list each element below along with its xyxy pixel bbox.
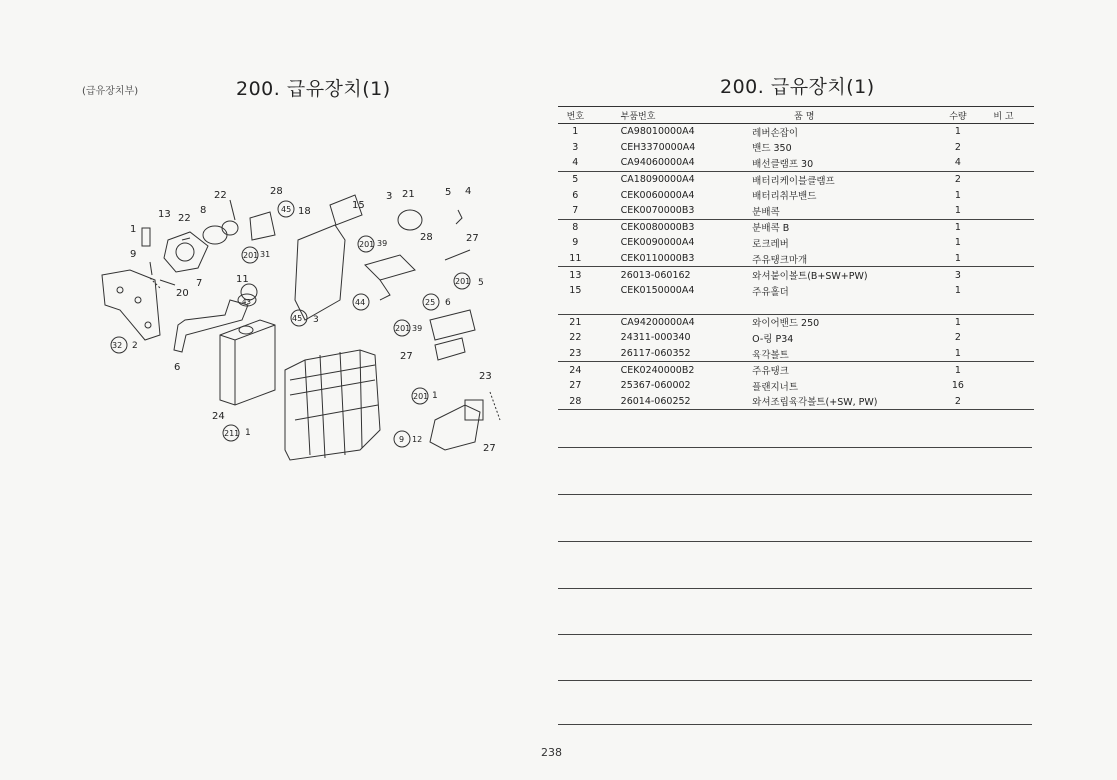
cell-remarks: [973, 378, 1034, 394]
cell-remarks: [973, 155, 1034, 171]
left-page-title: 200. 급유장치(1): [236, 78, 391, 100]
right-page-title: 200. 급유장치(1): [720, 76, 875, 98]
cell-remarks: [973, 124, 1034, 140]
cell-remarks: [973, 187, 1034, 203]
diagram-label: 201: [413, 392, 429, 401]
cell-number: 6: [572, 189, 579, 201]
table-row: [558, 267, 1034, 283]
diagram-label: 39: [377, 239, 388, 248]
diagram-label: 22: [214, 190, 227, 201]
cell-remarks: [973, 283, 1034, 299]
cell-part-name: 육각볼트: [752, 349, 789, 361]
diagram-label: 32: [112, 341, 123, 350]
table-row: [558, 219, 1034, 235]
diagram-label: 12: [412, 435, 423, 444]
table-row: [558, 362, 1034, 378]
cell-part-name: 배터리취부밴드: [752, 191, 817, 203]
cell-part-name: 주유탱크: [752, 362, 943, 378]
cell-part-name: 플랜지너트: [752, 381, 799, 393]
table-header-row: [558, 107, 1034, 124]
col-header-part-name: 품 명: [752, 107, 943, 124]
diagram-label: 45: [281, 205, 292, 214]
cell-quantity: 1: [943, 219, 973, 235]
table-row: [558, 346, 1034, 362]
section-tag: (급유장치부): [82, 86, 139, 97]
cell-part-name: 주유탱크마개: [752, 254, 808, 266]
diagram-label: 13: [158, 209, 171, 220]
pipe-part: [142, 228, 150, 246]
cell-quantity: 2: [943, 171, 973, 187]
table-row: [558, 394, 1034, 410]
diagram-label: 20: [176, 288, 189, 299]
cell-part-number: CA18090000A4: [593, 171, 752, 187]
cell-quantity: 1: [954, 253, 961, 265]
cell-quantity: 1: [954, 126, 961, 138]
cell-remarks: [973, 171, 1034, 187]
cell-number: 1: [572, 126, 579, 138]
table-row: [558, 203, 1034, 219]
cell-quantity: 3: [943, 267, 973, 283]
cell-part-number: 25367-060002: [620, 380, 691, 392]
table-row: [558, 235, 1034, 251]
cell-part-number: CEK0240000B2: [593, 362, 752, 378]
cell-number: 11: [569, 253, 582, 265]
cell-part-number: 26014-060252: [593, 394, 752, 410]
table-row: [558, 251, 1034, 267]
table-row: [558, 124, 1034, 140]
cell-quantity: 1: [943, 362, 973, 378]
table-row: [558, 299, 1034, 315]
diagram-label: 201: [359, 240, 375, 249]
cell-quantity: [943, 299, 973, 315]
diagram-label: 11: [236, 274, 249, 285]
fuel-tank-shape: [220, 320, 275, 405]
cell-remarks: [973, 346, 1034, 362]
cell-number: 28: [558, 394, 593, 410]
diagram-label: 1: [432, 391, 438, 401]
diagram-label: 22: [178, 213, 191, 224]
cell-number: 7: [572, 205, 579, 217]
cell-number: 27: [569, 380, 582, 392]
cell-quantity: 1: [954, 285, 961, 297]
cell-part-name: 와셔조립육각볼트(+SW, PW): [752, 394, 943, 410]
diagram-label: 43: [242, 298, 251, 306]
cell-part-name: 배터리케이블클램프: [752, 171, 943, 187]
diagram-label: 201: [455, 277, 471, 286]
cell-remarks: [973, 235, 1034, 251]
cell-number: 5: [558, 171, 593, 187]
cell-number: 3: [572, 141, 579, 153]
cell-number: 8: [558, 219, 593, 235]
table-row: [558, 330, 1034, 346]
cell-part-name: 레버손잡이: [752, 127, 799, 139]
cell-number: 23: [569, 348, 582, 360]
cell-part-number: CEK0090000A4: [620, 237, 695, 249]
cell-part-number: CA94200000A4: [593, 314, 752, 330]
cell-part-name: [752, 299, 943, 315]
cell-quantity: 1: [954, 205, 961, 217]
diagram-label: 39: [412, 324, 423, 333]
cell-part-number: CEK0110000B3: [620, 253, 695, 265]
diagram-label: 4: [465, 186, 472, 197]
table-row: [558, 283, 1034, 299]
diagram-label: 9: [130, 249, 137, 260]
table-row: [558, 171, 1034, 187]
cell-part-name: 밴드 350: [752, 143, 792, 155]
blank-rule-line: [558, 494, 1032, 495]
diagram-label: 8: [200, 205, 207, 216]
cell-number: 24: [558, 362, 593, 378]
diagram-label: 27: [466, 233, 479, 244]
cell-remarks: [973, 299, 1034, 315]
diagram-label: 5: [478, 278, 484, 288]
cell-quantity: 4: [954, 157, 961, 169]
diagram-label: 201: [243, 251, 259, 260]
cell-remarks: [973, 203, 1034, 219]
diagram-label: 45: [292, 314, 303, 323]
diagram-label: 2: [132, 341, 138, 351]
cell-quantity: 2: [954, 332, 961, 344]
diagram-label: 25: [425, 298, 436, 307]
diagram-label: 3: [386, 191, 393, 202]
cell-part-number: [593, 299, 752, 315]
blank-rule-line: [558, 447, 1032, 448]
cell-part-name: 분배콕 B: [752, 219, 943, 235]
table-row: [558, 155, 1034, 171]
cell-remarks: [973, 394, 1034, 410]
parts-table-body: [558, 124, 1034, 410]
cell-remarks: [973, 251, 1034, 267]
diagram-label: 28: [270, 186, 283, 197]
band-part: [174, 300, 248, 352]
blank-rule-line: [558, 680, 1032, 681]
cell-number: 15: [569, 285, 582, 297]
cell-part-name: 주유홀더: [752, 286, 789, 298]
cell-number: [558, 299, 593, 315]
cell-quantity: 1: [954, 237, 961, 249]
diagram-label: 3: [313, 315, 319, 325]
cell-part-number: CEH3370000A4: [620, 141, 696, 153]
cock-assembly: [164, 232, 208, 272]
diagram-label: 27: [400, 351, 413, 362]
cell-number: 13: [558, 267, 593, 283]
diagram-label: 6: [445, 298, 451, 308]
exploded-parts-diagram: [90, 180, 520, 465]
cell-part-number: 24311-000340: [620, 332, 691, 344]
diagram-label: 1: [245, 428, 251, 438]
cell-part-name: 로크레버: [752, 238, 789, 250]
blank-rule-line: [558, 634, 1032, 635]
cell-part-number: CA98010000A4: [620, 126, 695, 138]
page-number: 238: [541, 746, 562, 759]
diagram-label: 23: [479, 371, 492, 382]
cell-part-name: 와셔붙이볼트(B+SW+PW): [752, 267, 943, 283]
col-header-remarks: 비 고: [973, 107, 1034, 124]
cell-quantity: 16: [951, 380, 964, 392]
table-row: [558, 187, 1034, 203]
col-header-part-number: 부품번호: [593, 107, 752, 124]
cell-quantity: 1: [954, 348, 961, 360]
cell-remarks: [973, 140, 1034, 156]
diagram-label: 24: [212, 411, 225, 422]
diagram-label: 6: [174, 362, 181, 373]
blank-rule-line: [558, 541, 1032, 542]
cell-part-number: 26117-060352: [620, 348, 691, 360]
diagram-label: 18: [298, 206, 311, 217]
cell-quantity: 1: [943, 314, 973, 330]
diagram-label: 21: [402, 189, 415, 200]
cell-quantity: 2: [943, 394, 973, 410]
diagram-label: 15: [352, 200, 365, 211]
cell-part-number: CEK0080000B3: [593, 219, 752, 235]
cell-part-name: 배선클램프 30: [752, 158, 814, 170]
blank-rule-line: [558, 724, 1032, 725]
cell-number: 9: [572, 237, 579, 249]
left-bracket-shape: [102, 270, 160, 340]
cell-part-number: CEK0150000A4: [620, 285, 695, 297]
diagram-label: 44: [355, 298, 366, 307]
diagram-label: 211: [224, 429, 240, 438]
diagram-label: 201: [395, 324, 411, 333]
table-row: [558, 378, 1034, 394]
cell-number: 4: [572, 157, 579, 169]
cell-part-number: CEK0070000B3: [620, 205, 695, 217]
table-row: [558, 314, 1034, 330]
col-header-number: 번호: [558, 107, 593, 124]
diagram-label: 9: [399, 435, 405, 444]
cell-part-name: 분배콕: [752, 206, 780, 218]
cell-part-name: 와이어밴드 250: [752, 314, 943, 330]
cell-part-number: CEK0060000A4: [620, 189, 695, 201]
cell-part-number: 26013-060162: [593, 267, 752, 283]
cell-remarks: [973, 330, 1034, 346]
cell-number: 21: [558, 314, 593, 330]
parts-table: [558, 106, 1034, 410]
blank-rule-line: [558, 588, 1032, 589]
cell-remarks: [973, 362, 1034, 378]
cell-remarks: [973, 314, 1034, 330]
diagram-label: 31: [260, 250, 271, 259]
cell-quantity: 2: [954, 141, 961, 153]
cell-number: 22: [569, 332, 582, 344]
table-row: [558, 140, 1034, 156]
cell-quantity: 1: [954, 189, 961, 201]
diagram-label: 27: [483, 443, 496, 454]
diagram-label: 7: [196, 278, 203, 289]
cell-part-name: O-링 P34: [752, 333, 794, 345]
col-header-quantity: 수량: [943, 107, 973, 124]
parts-table-container: [558, 106, 1034, 410]
diagram-label: 1: [130, 224, 137, 235]
diagram-label: 28: [420, 232, 433, 243]
diagram-label: 5: [445, 187, 452, 198]
cell-remarks: [973, 219, 1034, 235]
cell-remarks: [973, 267, 1034, 283]
cell-part-number: CA94060000A4: [620, 157, 695, 169]
